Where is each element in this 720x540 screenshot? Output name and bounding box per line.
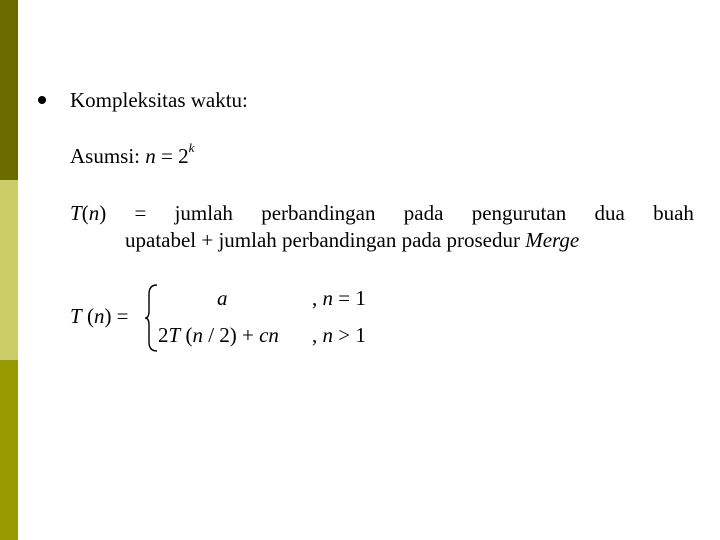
definition-paragraph (70, 201, 694, 253)
recurrence-case-1-condition: , n = 1 (312, 286, 366, 310)
definition-word: jumlah (174, 201, 233, 225)
recurrence-case-2-value: 2T (n / 2) + cn (158, 323, 279, 347)
recurrence-case-1-value: a (217, 286, 228, 310)
assumption-line (70, 140, 195, 169)
definition-line-2-text: upatabel + jumlah perbandingan pada prosedur (125, 228, 526, 252)
definition-line-1 (70, 201, 694, 226)
definition-word: perbandingan (261, 201, 376, 225)
bullet-text: Kompleksitas waktu: (70, 88, 248, 112)
definition-word: = (134, 201, 147, 225)
recurrence-lhs: T (n) = (70, 304, 129, 328)
recurrence-case-2-condition: , n > 1 (312, 323, 366, 347)
definition-word: dua (594, 201, 625, 225)
definition-word: buah (653, 201, 694, 225)
assumption-variable: n (145, 144, 156, 168)
definition-word: pada (403, 201, 444, 225)
definition-lhs: T(n) (70, 201, 107, 225)
definition-line-2 (70, 228, 694, 253)
left-brace-icon (144, 284, 158, 352)
assumption-equals: = 2 (155, 144, 189, 168)
sidebar-band-bottom (0, 360, 18, 540)
definition-word: pengurutan (471, 201, 567, 225)
recurrence-equation (70, 282, 390, 352)
assumption-label: Asumsi: (70, 144, 141, 168)
bullet-dot-icon (38, 96, 46, 104)
definition-merge-term: Merge (525, 228, 580, 252)
assumption-exponent: k (188, 140, 195, 155)
sidebar-band-middle (0, 180, 18, 360)
sidebar-band-top (0, 0, 18, 180)
